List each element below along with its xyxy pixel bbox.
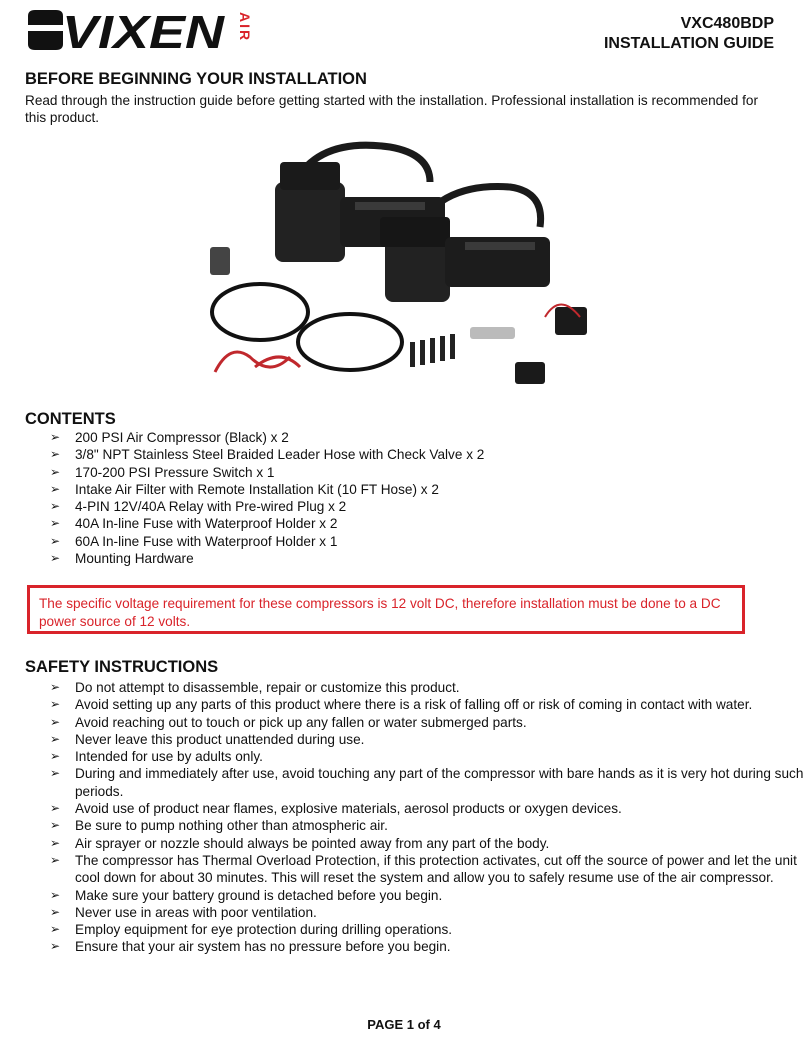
product-kit-image xyxy=(200,142,600,387)
list-item: ➢ Do not attempt to disassemble, repair or customize this product. xyxy=(50,680,460,695)
arrow-bullet-icon: ➢ xyxy=(50,516,61,531)
arrow-bullet-icon: ➢ xyxy=(50,766,61,781)
logo-mark-icon xyxy=(28,10,63,50)
list-item: ➢ 60A In-line Fuse with Waterproof Holder x 1 xyxy=(50,533,338,549)
arrow-bullet-icon: ➢ xyxy=(50,922,61,937)
arrow-bullet-icon: ➢ xyxy=(50,447,61,462)
list-item: ➢ Intended for use by adults only. xyxy=(50,749,263,765)
list-item: ➢ Avoid setting up any parts of this product where there is a risk of falling off or risk of coming in contact with water. xyxy=(50,697,753,713)
arrow-bullet-icon: ➢ xyxy=(50,430,61,444)
list-item: ➢ 3/8" NPT Stainless Steel Braided Leader Hose with Check Valve x 2 xyxy=(50,447,485,463)
arrow-bullet-icon: ➢ xyxy=(50,697,61,712)
arrow-bullet-icon: ➢ xyxy=(50,749,61,764)
voltage-warning-box xyxy=(27,585,745,634)
arrow-bullet-icon: ➢ xyxy=(50,887,61,902)
arrow-bullet-icon: ➢ xyxy=(50,835,61,850)
arrow-bullet-icon: ➢ xyxy=(50,464,61,479)
list-item: ➢ Employ equipment for eye protection during drilling operations. xyxy=(50,922,453,938)
arrow-bullet-icon: ➢ xyxy=(50,481,61,496)
logo-brand-text: VIXEN xyxy=(62,6,225,58)
arrow-bullet-icon: ➢ xyxy=(50,731,61,746)
arrow-bullet-icon: ➢ xyxy=(50,801,61,816)
list-item: ➢ Air sprayer or nozzle should always be pointed away from any part of the body. xyxy=(50,835,550,851)
arrow-bullet-icon: ➢ xyxy=(50,533,61,548)
before-text: Read through the instruction guide before getting started with the installation. Professional installation is recommended for this product. xyxy=(25,93,758,125)
vixen-air-logo xyxy=(26,6,253,58)
list-item: ➢ Never leave this product unattended during use. xyxy=(50,731,365,747)
list-item: ➢ 4-PIN 12V/40A Relay with Pre-wired Plug x 2 xyxy=(50,499,347,515)
safety-title: SAFETY INSTRUCTIONS xyxy=(25,658,219,676)
list-item: ➢ During and immediately after use, avoid touching any part of the compressor with bare hands as it is very hot during such periods. xyxy=(50,766,804,799)
page-number: PAGE 1 of 4 xyxy=(367,1017,441,1032)
list-item: ➢ Mounting Hardware xyxy=(50,551,194,567)
arrow-bullet-icon: ➢ xyxy=(50,714,61,729)
list-item: ➢ The compressor has Thermal Overload Protection, if this protection activates, cut off the source of power and let the unit cool down for about 30 minutes. This will reset the system and allow you to safely resume use of the air compressor. xyxy=(50,852,797,886)
logo-air-text: AIR xyxy=(237,12,253,43)
arrow-bullet-icon: ➢ xyxy=(50,551,61,566)
contents-title: CONTENTS xyxy=(25,410,116,428)
list-item: ➢ Avoid reaching out to touch or pick up any fallen or water submerged parts. xyxy=(50,714,527,730)
arrow-bullet-icon: ➢ xyxy=(50,818,61,833)
arrow-bullet-icon: ➢ xyxy=(50,499,61,514)
list-item: ➢ Ensure that your air system has no pressure before you begin. xyxy=(50,939,451,955)
arrow-bullet-icon: ➢ xyxy=(50,852,61,867)
list-item: ➢ Intake Air Filter with Remote Installation Kit (10 FT Hose) x 2 xyxy=(50,481,439,497)
arrow-bullet-icon: ➢ xyxy=(50,680,61,694)
list-item: ➢ Avoid use of product near flames, explosive materials, aerosol products or oxygen devices. xyxy=(50,801,622,817)
before-title: BEFORE BEGINNING YOUR INSTALLATION xyxy=(25,70,367,88)
arrow-bullet-icon: ➢ xyxy=(50,939,61,954)
list-item: ➢ 170-200 PSI Pressure Switch x 1 xyxy=(50,464,275,480)
voltage-warning-text: The specific voltage requirement for these compressors is 12 volt DC, therefore installation must be done to a DC power source of 12 volts. xyxy=(39,596,721,629)
arrow-bullet-icon: ➢ xyxy=(50,904,61,919)
document-title: INSTALLATION GUIDE xyxy=(603,35,774,52)
list-item: ➢ Make sure your battery ground is detached before you begin. xyxy=(50,887,443,903)
contents-list xyxy=(50,429,484,567)
model-number: VXC480BDP xyxy=(680,15,774,32)
list-item: ➢ Be sure to pump nothing other than atmospheric air. xyxy=(50,818,388,834)
list-item: ➢ 40A In-line Fuse with Waterproof Holder x 2 xyxy=(50,516,338,532)
list-item: ➢ Never use in areas with poor ventilation. xyxy=(50,904,317,920)
safety-list xyxy=(50,679,808,956)
document-header xyxy=(604,14,774,54)
list-item: ➢ 200 PSI Air Compressor (Black) x 2 xyxy=(50,430,289,445)
